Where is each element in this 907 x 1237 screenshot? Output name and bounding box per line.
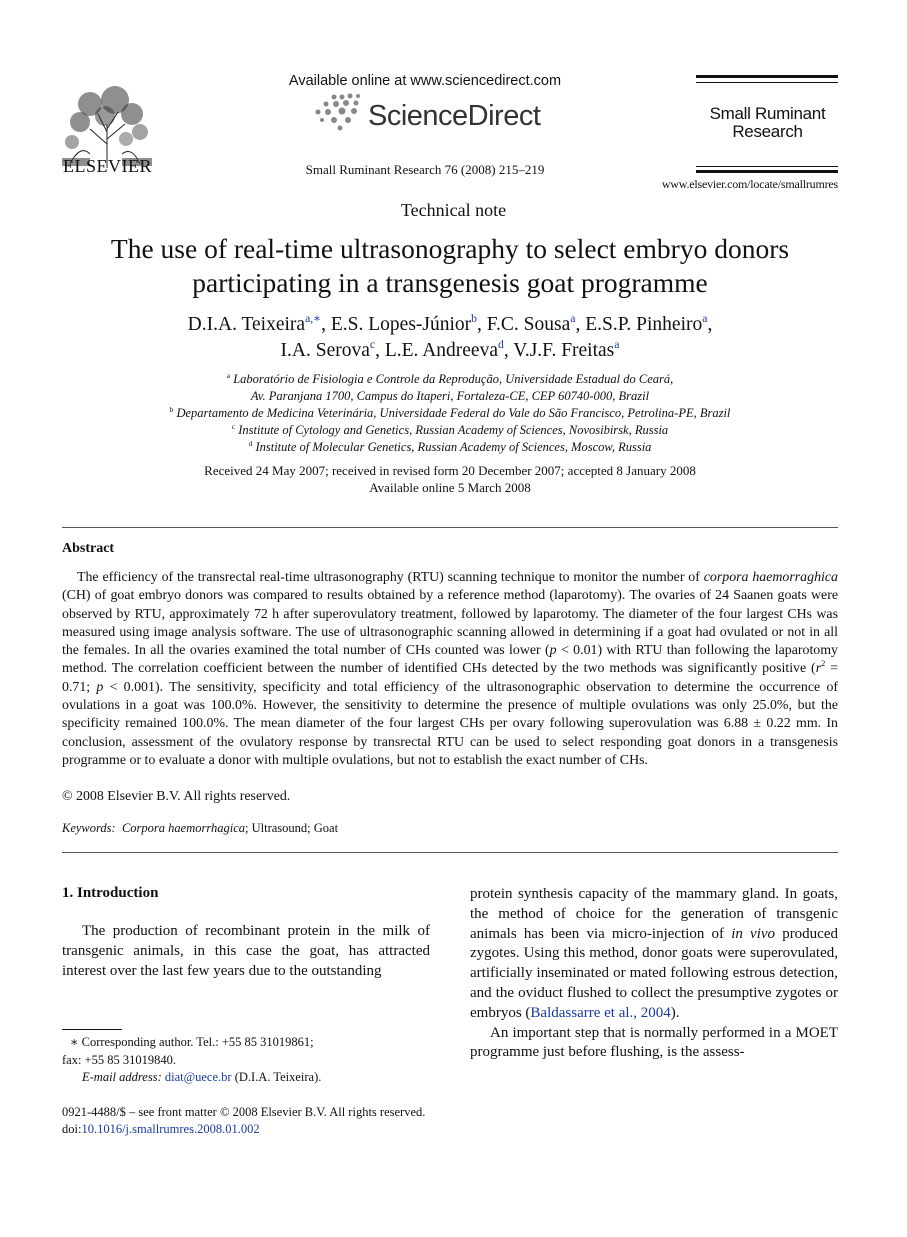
article-title: The use of real-time ultrasonography to select embryo donors participating in a transgenesis goat programme [110,233,790,298]
intro-right-column [470,885,838,1063]
divider [62,852,838,853]
author-affil-ref[interactable]: b [471,311,478,325]
paragraph: protein synthesis capacity of the mammary gland. In goats, the method of choice for the generation of transgenic animals has been via micro-injection of in vivo produced zygotes. Using this method, donor goats were superovulated, artificially inseminated or mated following estrous detection, and the oviduct flushed to collect the presumptive zygotes or embryos (Baldassarre et al., 2004). [470,886,838,1021]
author: D.I.A. Teixeira [187,314,306,335]
affiliation-item: $^b$ Departamento de Medicina Veterinária, Universidade Federal do Vale do São Francisco, Petrolina-PE, Brazil [169,404,731,420]
author: I.A. Serova [280,340,370,361]
author: F.C. Sousa [486,314,571,335]
author: V.J.F. Freitas [513,340,615,361]
reference-link[interactable]: Baldassarre et al., 2004 [530,1004,671,1021]
affiliation-item: Av. Paranjana 1700, Campus do Itaperi, Fortaleza-CE, CEP 60740-000, Brazil [250,389,650,403]
keywords: Keywords: Corpora haemorrhagica; Ultrasound; Goat [62,821,339,835]
sciencedirect-logo-text: ScienceDirect [368,100,541,132]
author: L.E. Andreeva [384,340,498,361]
journal-rule-bottom-thin [696,166,838,167]
journal-name [680,105,855,141]
article-type: Technical note [400,200,507,220]
author: E.S.P. Pinheiro [585,314,703,335]
abstract-copyright: © 2008 Elsevier B.V. All rights reserved. [62,789,291,804]
author-affil-ref[interactable]: a [614,337,620,351]
author-affil-ref[interactable]: a [702,311,708,325]
received-dates: Received 24 May 2007; received in revised form 20 December 2007; accepted 8 January 2008 [204,463,696,478]
email-link[interactable]: diat@uece.br [164,1070,232,1084]
affiliation-item: $^d$ Institute of Molecular Genetics, Russian Academy of Sciences, Moscow, Russia [248,438,652,454]
journal-name-line1: Small Ruminant [709,104,826,123]
affiliations [60,371,840,456]
front-matter: 0921-4488/$ – see front matter © 2008 Elsevier B.V. All rights reserved. doi:10.1016/j.smallrumres.2008.01.002 [62,1105,426,1136]
article-dates [60,462,840,496]
journal-rule-bottom [696,170,838,173]
author: E.S. Lopes-Júnior [330,314,472,335]
journal-name-line2: Research [732,122,803,141]
affiliation-item: $^c$ Institute of Cytology and Genetics, Russian Academy of Sciences, Novosibirsk, Russia [231,421,669,437]
abstract-heading: Abstract [62,541,115,556]
available-date: Available online 5 March 2008 [369,480,531,495]
author-affil-ref[interactable]: a,∗ [305,311,322,325]
footnote-rule [62,1029,122,1030]
author-affil-ref[interactable]: c [369,337,376,351]
author-affil-ref[interactable]: d [498,337,504,351]
abstract-body: The efficiency of the transrectal real-time ultrasonography (RTU) scanning technique to monitor the number of corpora haemorraghica (CH) of goat embryo donors was compared to results obtained by a reference method (laparotomy). The ovaries of 24 Saanen goats were observed by RTU, approximately 72 h after superovulatory treatment, followed by laparotomy. The diameter of the four largest CHs was measured using image analysis software. The use of ultrasonographic scanning allowed in determining if a goat had ovulated or not in all the females. In all the ovaries examined the total number of CHs counted was lower (p < 0.01) with RTU than following the laparotomy method. The correlation coefficient between the number of identified CHs detected by the two methods was significantly positive ($r^2 = 0.71$; p < 0.001). The sensitivity, specificity and total efficiency of the ultrasonographic observation to determine the occurrence of ovulations in a goat was 100.0%. However, the sensitivity to determine the presence of multiple ovulations was only 25.0%, but the specificity remained 100.0%. The mean diameter of the four largest CHs per ovary following superovulation was 6.88 ± 0.22 mm. In conclusion, assessment of the ovulatory response by transrectal RTU can be used to select responding goat donors in a transgenesis programme or to evaluate a donor with multiple ovulations, but not to establish the exact number of CHs. [62,570,839,768]
divider [62,527,838,528]
journal-citation: Small Ruminant Research 76 (2008) 215–219 [305,162,545,177]
author-list: D.I.A. Teixeira$^{a,∗}$, E.S. Lopes-Júnior$^b$, F.C. Sousa$^a$, E.S.P. Pinheiro$^a$, I.A. Serova$^c$, L.E. Andreeva$^d$, V.J.F. Freitas$^a$ [187,311,713,361]
footnote: ∗ Corresponding author. Tel.: +55 85 31019861; fax: +55 85 31019840. E-mail address: diat@uece.br (D.I.A. Teixeira). [62,1035,322,1084]
elsevier-wordmark: ELSEVIER [63,156,152,176]
intro-left-column: The production of recombinant protein in the milk of transgenic animals, in this case the goat, has attracted interest over the last few years due to the outstanding [62,923,430,979]
paragraph: An important step that is normally performed in a MOET programme just before flushing, is the assess- [470,1024,838,1061]
journal-rule-top-thin [696,82,838,83]
keywords-label: Keywords: [62,821,116,835]
journal-url-link[interactable]: www.elsevier.com/locate/smallrumres [661,177,838,191]
doi-link[interactable]: 10.1016/j.smallrumres.2008.01.002 [81,1122,260,1136]
journal-rule-top [696,75,838,78]
section-heading-introduction: 1. Introduction [62,885,159,901]
author-affil-ref[interactable]: a [570,311,576,325]
affiliation-item: $^a$ Laboratório de Fisiologia e Controle da Reprodução, Universidade Estadual do Ceará, [226,370,674,386]
available-online-text[interactable]: Available online at www.sciencedirect.com [288,73,562,89]
sciencedirect-dots-icon [312,92,370,132]
